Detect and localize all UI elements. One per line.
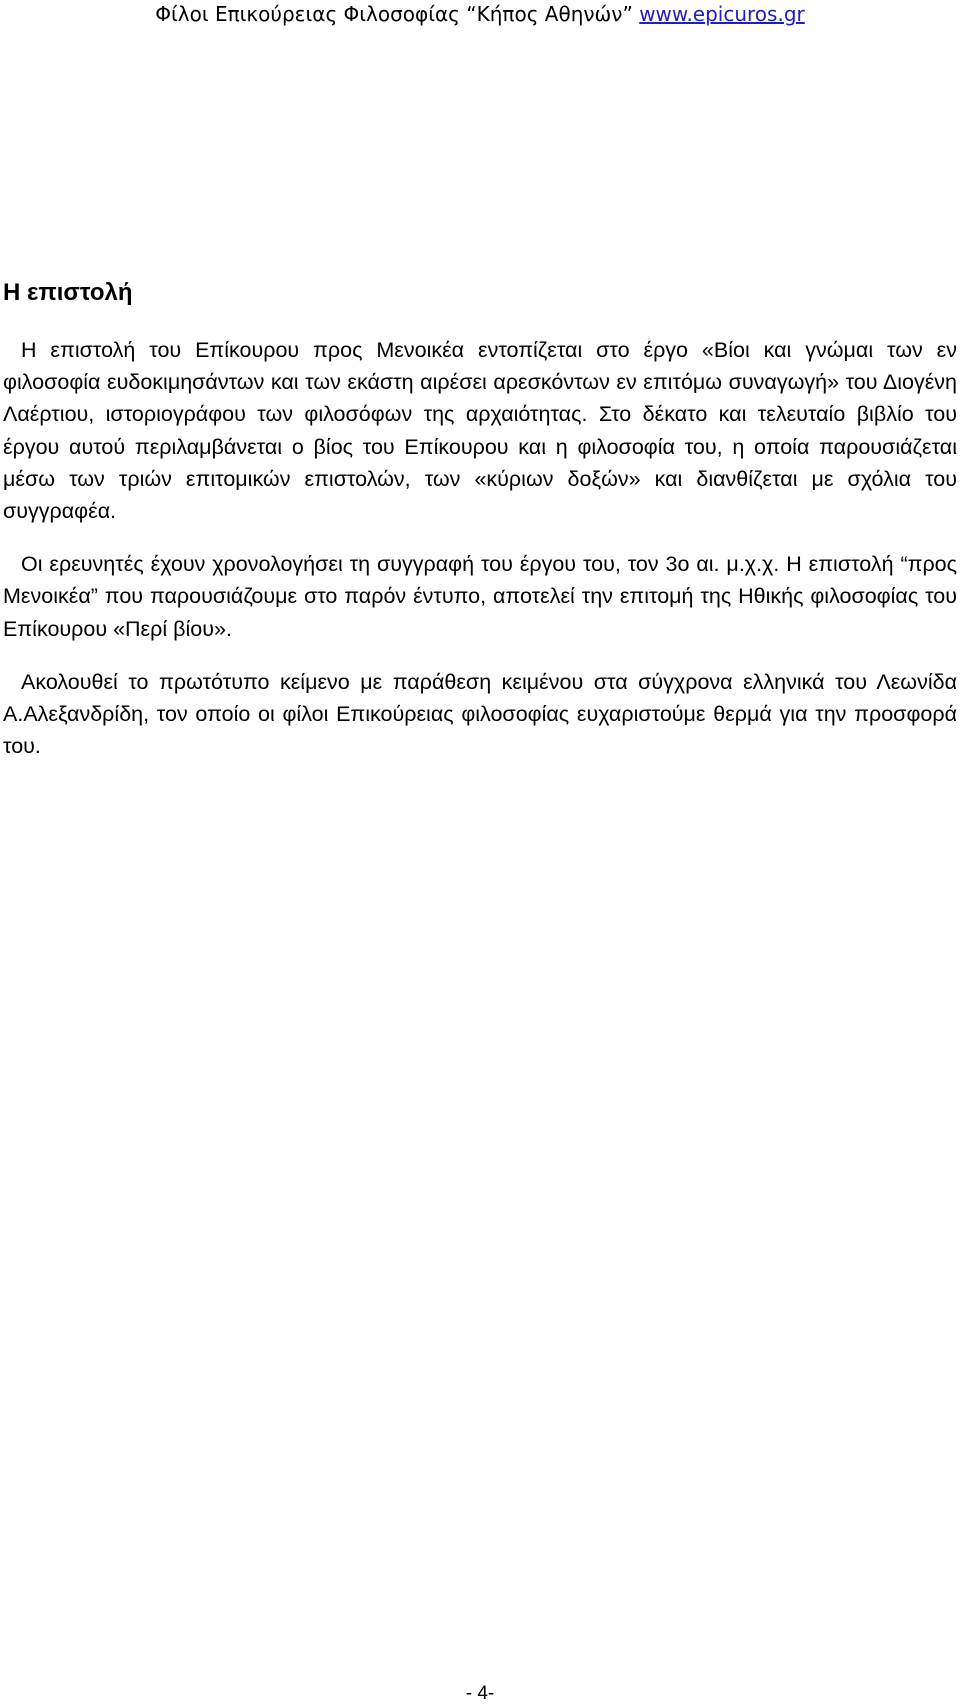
paragraph-1: Η επιστολή του Επίκουρου προς Μενοικέα εντοπίζεται στο έργο «Βίοι και γνώμαι των εν φιλοσοφία ευδοκιμησάντων και των εκάστη αιρέσει αρεσκόντων εν επιτόμω συναγωγή» του Διογένη Λαέρτιου, ιστοριογράφου των φιλοσόφων της αρχαιότητας. Στο δέκατο και τελευταίο βιβλίο του έργου αυτού περιλαμβάνεται ο βίος του Επίκουρου και η φιλοσοφία του, η οποία παρουσιάζεται μέσω των τριών επιτομικών επιστολών, των «κύριων δοξών» και διανθίζεται με σχόλια του συγγραφέα. [3, 338, 957, 524]
section-title: Η επιστολή [3, 279, 133, 306]
header-text: Φίλοι Επικούρειας Φιλοσοφίας “Κήπος Αθηνών” [155, 2, 640, 26]
body-text [3, 334, 957, 783]
page-number: - 4- [465, 1683, 495, 1704]
paragraph-3: Ακολουθεί το πρωτότυπο κείμενο με παράθεση κειμένου στα σύγχρονα ελληνικά του Λεωνίδα Α.Αλεξανδρίδη, τον οποίο οι φίλοι Επικούρειας φιλοσοφίας ευχαριστούμε θερμά για την προσφορά του. [3, 669, 957, 759]
paragraph-2: Οι ερευνητές έχουν χρονολογήσει τη συγγραφή του έργου του, τον 3ο αι. μ.χ.χ. Η επιστολή “προς Μενοικέα” που παρουσιάζουμε στο παρόν έντυπο, αποτελεί την επιτομή της Ηθικής φιλοσοφίας του Επίκουρου «Περί βίου». [3, 552, 957, 641]
page-header [0, 0, 960, 30]
website-link[interactable]: www.epicuros.gr [639, 2, 805, 26]
